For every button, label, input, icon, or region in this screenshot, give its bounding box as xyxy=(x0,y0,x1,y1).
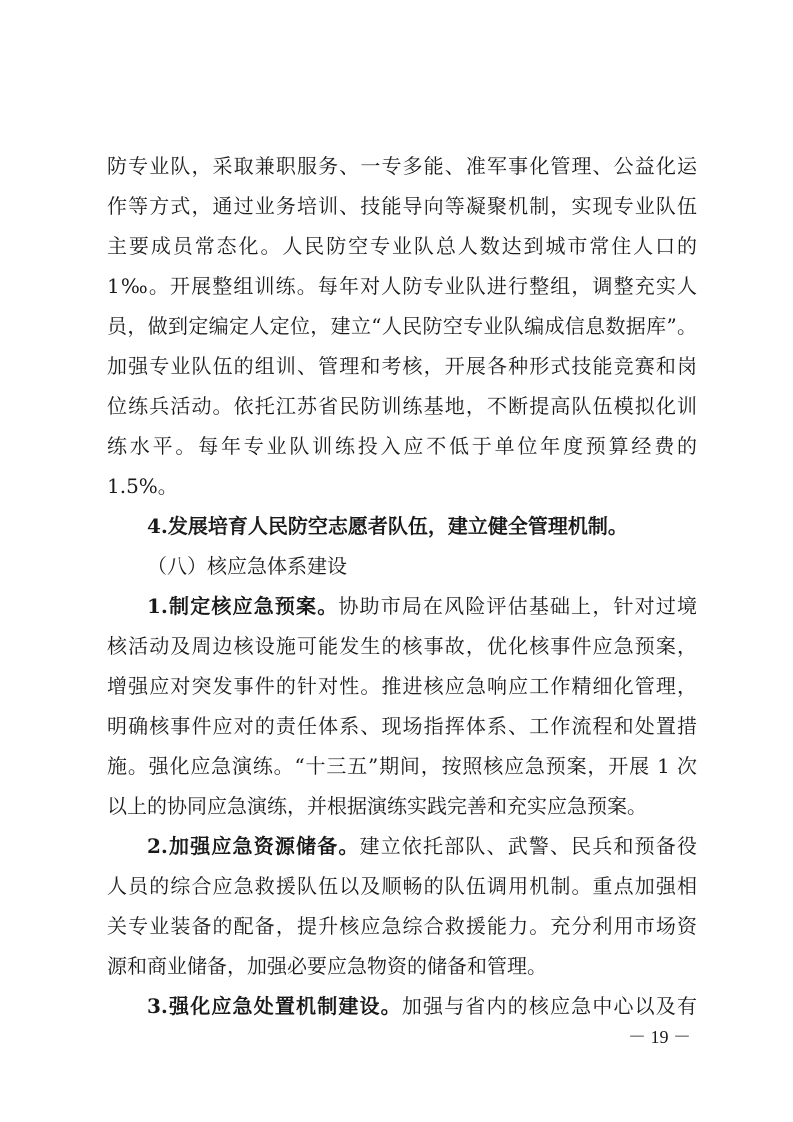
body-line: 施。强化应急演练。“十三五”期间，按照核应急预案，开展 1 次 xyxy=(107,754,697,778)
body-line: 作等方式，通过业务培训、技能导向等凝聚机制，实现专业队伍 xyxy=(107,194,697,218)
page-number: － 19 － xyxy=(628,1027,691,1047)
body-line: 防专业队，采取兼职服务、一专多能、准军事化管理、公益化运 xyxy=(107,154,697,178)
sub-item-heading: 3.强化应急处置机制建设。 xyxy=(147,994,402,1018)
sub-item-first-line xyxy=(147,826,697,866)
body-line: 加强专业队伍的组训、管理和考核，开展各种形式技能竞赛和岗 xyxy=(107,354,697,378)
section-title: （八）核应急体系建设 xyxy=(147,554,347,578)
sub-item-heading: 1.制定核应急预案。 xyxy=(147,594,339,618)
item-heading: 4.发展培育人民防空志愿者队伍，建立健全管理机制。 xyxy=(147,514,628,538)
body-line: 1‰。开展整组训练。每年对人防专业队进行整组，调整充实人 xyxy=(107,274,697,298)
body-line: 核活动及周边核设施可能发生的核事故，优化核事件应急预案， xyxy=(107,634,697,658)
body-line: 1.5%。 xyxy=(107,474,178,498)
sub-item-text: 协助市局在风险评估基础上，针对过境 xyxy=(338,594,697,618)
body-line: 明确核事件应对的责任体系、现场指挥体系、工作流程和处置措 xyxy=(107,714,697,738)
body-line: 员，做到定编定人定位，建立“人民防空专业队编成信息数据库”。 xyxy=(107,314,697,338)
body-line: 练水平。每年专业队训练投入应不低于单位年度预算经费的 xyxy=(107,434,697,458)
sub-item-text: 加强与省内的核应急中心以及有 xyxy=(401,994,697,1018)
body-line: 以上的协同应急演练，并根据演练实践完善和充实应急预案。 xyxy=(107,794,647,818)
sub-item-first-line xyxy=(147,986,697,1026)
sub-item-text: 建立依托部队、武警、民兵和预备役 xyxy=(359,834,697,858)
sub-item-heading: 2.加强应急资源储备。 xyxy=(147,834,360,858)
sub-item-first-line xyxy=(147,586,697,626)
body-line: 关专业装备的配备，提升核应急综合救援能力。充分利用市场资 xyxy=(107,914,697,938)
body-line: 增强应对突发事件的针对性。推进核应急响应工作精细化管理， xyxy=(107,674,697,698)
body-line: 位练兵活动。依托江苏省民防训练基地，不断提高队伍模拟化训 xyxy=(107,394,697,418)
body-line: 主要成员常态化。人民防空专业队总人数达到城市常住人口的 xyxy=(107,234,697,258)
body-line: 源和商业储备，加强必要应急物资的储备和管理。 xyxy=(107,954,547,978)
body-line: 人员的综合应急救援队伍以及顺畅的队伍调用机制。重点加强相 xyxy=(107,874,697,898)
